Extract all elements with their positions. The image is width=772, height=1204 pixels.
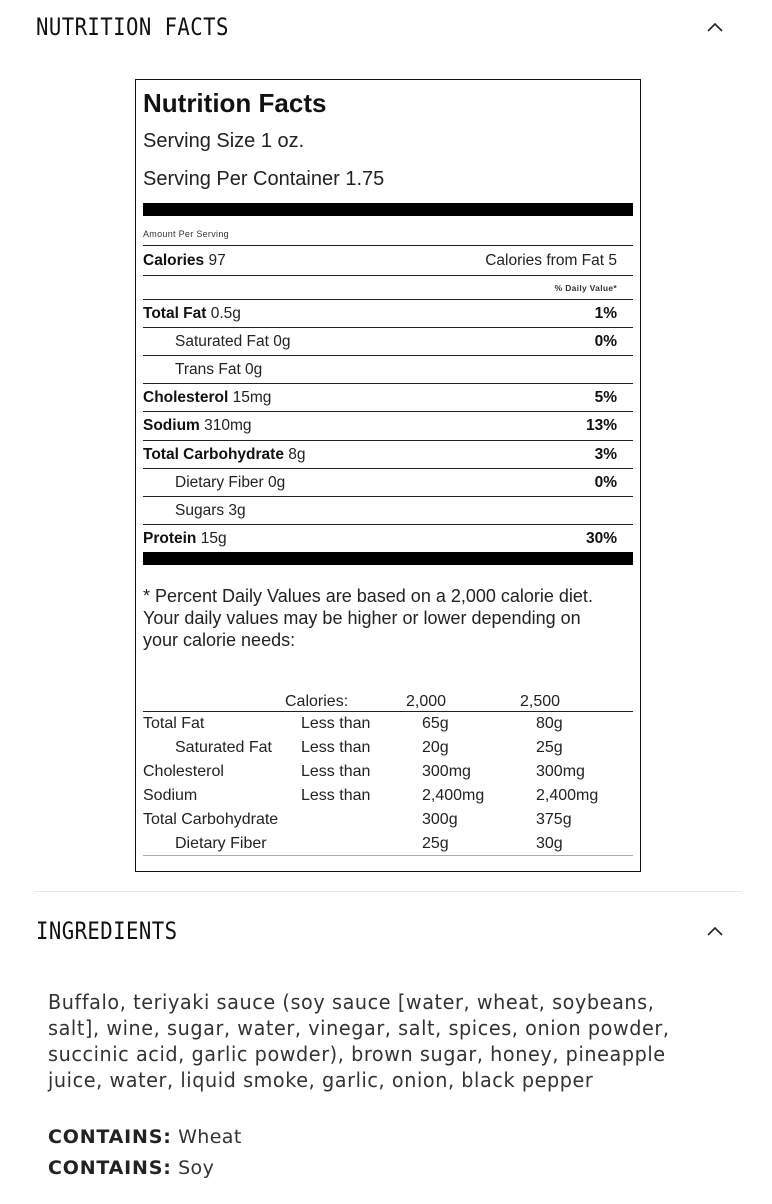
dv-table-row: Saturated Fat Less than 20g 25g bbox=[175, 739, 563, 756]
dv-table-row: Total Fat Less than 65g 80g bbox=[143, 715, 563, 732]
allergen-value: Soy bbox=[178, 1157, 215, 1179]
amount-per-serving: Amount Per Serving bbox=[143, 229, 229, 239]
chevron-up-icon[interactable] bbox=[706, 18, 724, 36]
calories-value: 97 bbox=[208, 252, 226, 269]
nutrition-label bbox=[135, 79, 641, 872]
ingredients-text: Buffalo, teriyaki sauce (soy sauce [water, wheat, soybeans, salt], wine, sugar, water, vinegar, salt, spices, onion powder, succinic acid, garlic powder), brown sugar, honey, pineapple juice, water, liquid smoke, garlic, onion, black pepper bbox=[48, 990, 670, 1092]
allergen-value: Wheat bbox=[178, 1126, 242, 1148]
nutrient-row-trans-fat: Trans Fat 0g bbox=[143, 356, 633, 384]
allergen-soy bbox=[48, 1157, 214, 1179]
ingredients-header[interactable] bbox=[36, 911, 736, 951]
calories-label: Calories bbox=[143, 252, 205, 269]
daily-value-footnote: * Percent Daily Values are based on a 2,000 calorie diet. Your daily values may be higher or lower depending on your calorie needs: bbox=[143, 586, 593, 650]
nutrient-row-saturated-fat: Saturated Fat 0g 0% bbox=[143, 328, 633, 356]
nutrition-facts-header[interactable] bbox=[36, 7, 736, 47]
nutrient-row-dietary-fiber: Dietary Fiber 0g 0% bbox=[143, 469, 633, 497]
label-title: Nutrition Facts bbox=[143, 88, 327, 118]
nutrient-row-sodium: Sodium 310mg 13% bbox=[143, 412, 633, 441]
dv-table-row: Cholesterol Less than 300mg 300mg bbox=[143, 763, 585, 780]
dv-table-row: Dietary Fiber 25g 30g bbox=[143, 832, 633, 856]
contains-label: CONTAINS: bbox=[48, 1126, 172, 1148]
servings-per-container: Serving Per Container 1.75 bbox=[143, 168, 385, 190]
divider bbox=[143, 245, 633, 246]
contains-label: CONTAINS: bbox=[48, 1157, 172, 1179]
chevron-up-icon[interactable] bbox=[706, 922, 724, 940]
nutrient-row-total-fat: Total Fat 0.5g 1% bbox=[143, 300, 633, 328]
nutrient-row-protein: Protein 15g 30% bbox=[143, 530, 617, 547]
serving-size: Serving Size 1 oz. bbox=[143, 130, 305, 152]
section-divider bbox=[34, 891, 742, 892]
allergen-wheat bbox=[48, 1126, 242, 1148]
daily-value-header: % Daily Value* bbox=[554, 283, 617, 293]
dv-table-row: Total Carbohydrate 300g 375g bbox=[143, 811, 572, 828]
thick-divider bbox=[143, 203, 633, 216]
dv-table-row: Sodium Less than 2,400mg 2,400mg bbox=[143, 787, 599, 804]
nutrient-row-total-carbohydrate: Total Carbohydrate 8g 3% bbox=[143, 441, 633, 469]
ingredients-title: INGREDIENTS bbox=[36, 917, 178, 945]
thick-divider bbox=[143, 552, 633, 565]
calories-from-fat: Calories from Fat 5 bbox=[485, 252, 617, 269]
nutrient-row-sugars: Sugars 3g bbox=[143, 497, 633, 525]
daily-value-table bbox=[143, 690, 633, 856]
calories-row bbox=[143, 247, 633, 276]
nutrition-facts-title: NUTRITION FACTS bbox=[36, 13, 229, 41]
nutrient-row-cholesterol: Cholesterol 15mg 5% bbox=[143, 384, 633, 412]
dv-table-header: Calories: 2,000 2,500 bbox=[143, 690, 633, 712]
